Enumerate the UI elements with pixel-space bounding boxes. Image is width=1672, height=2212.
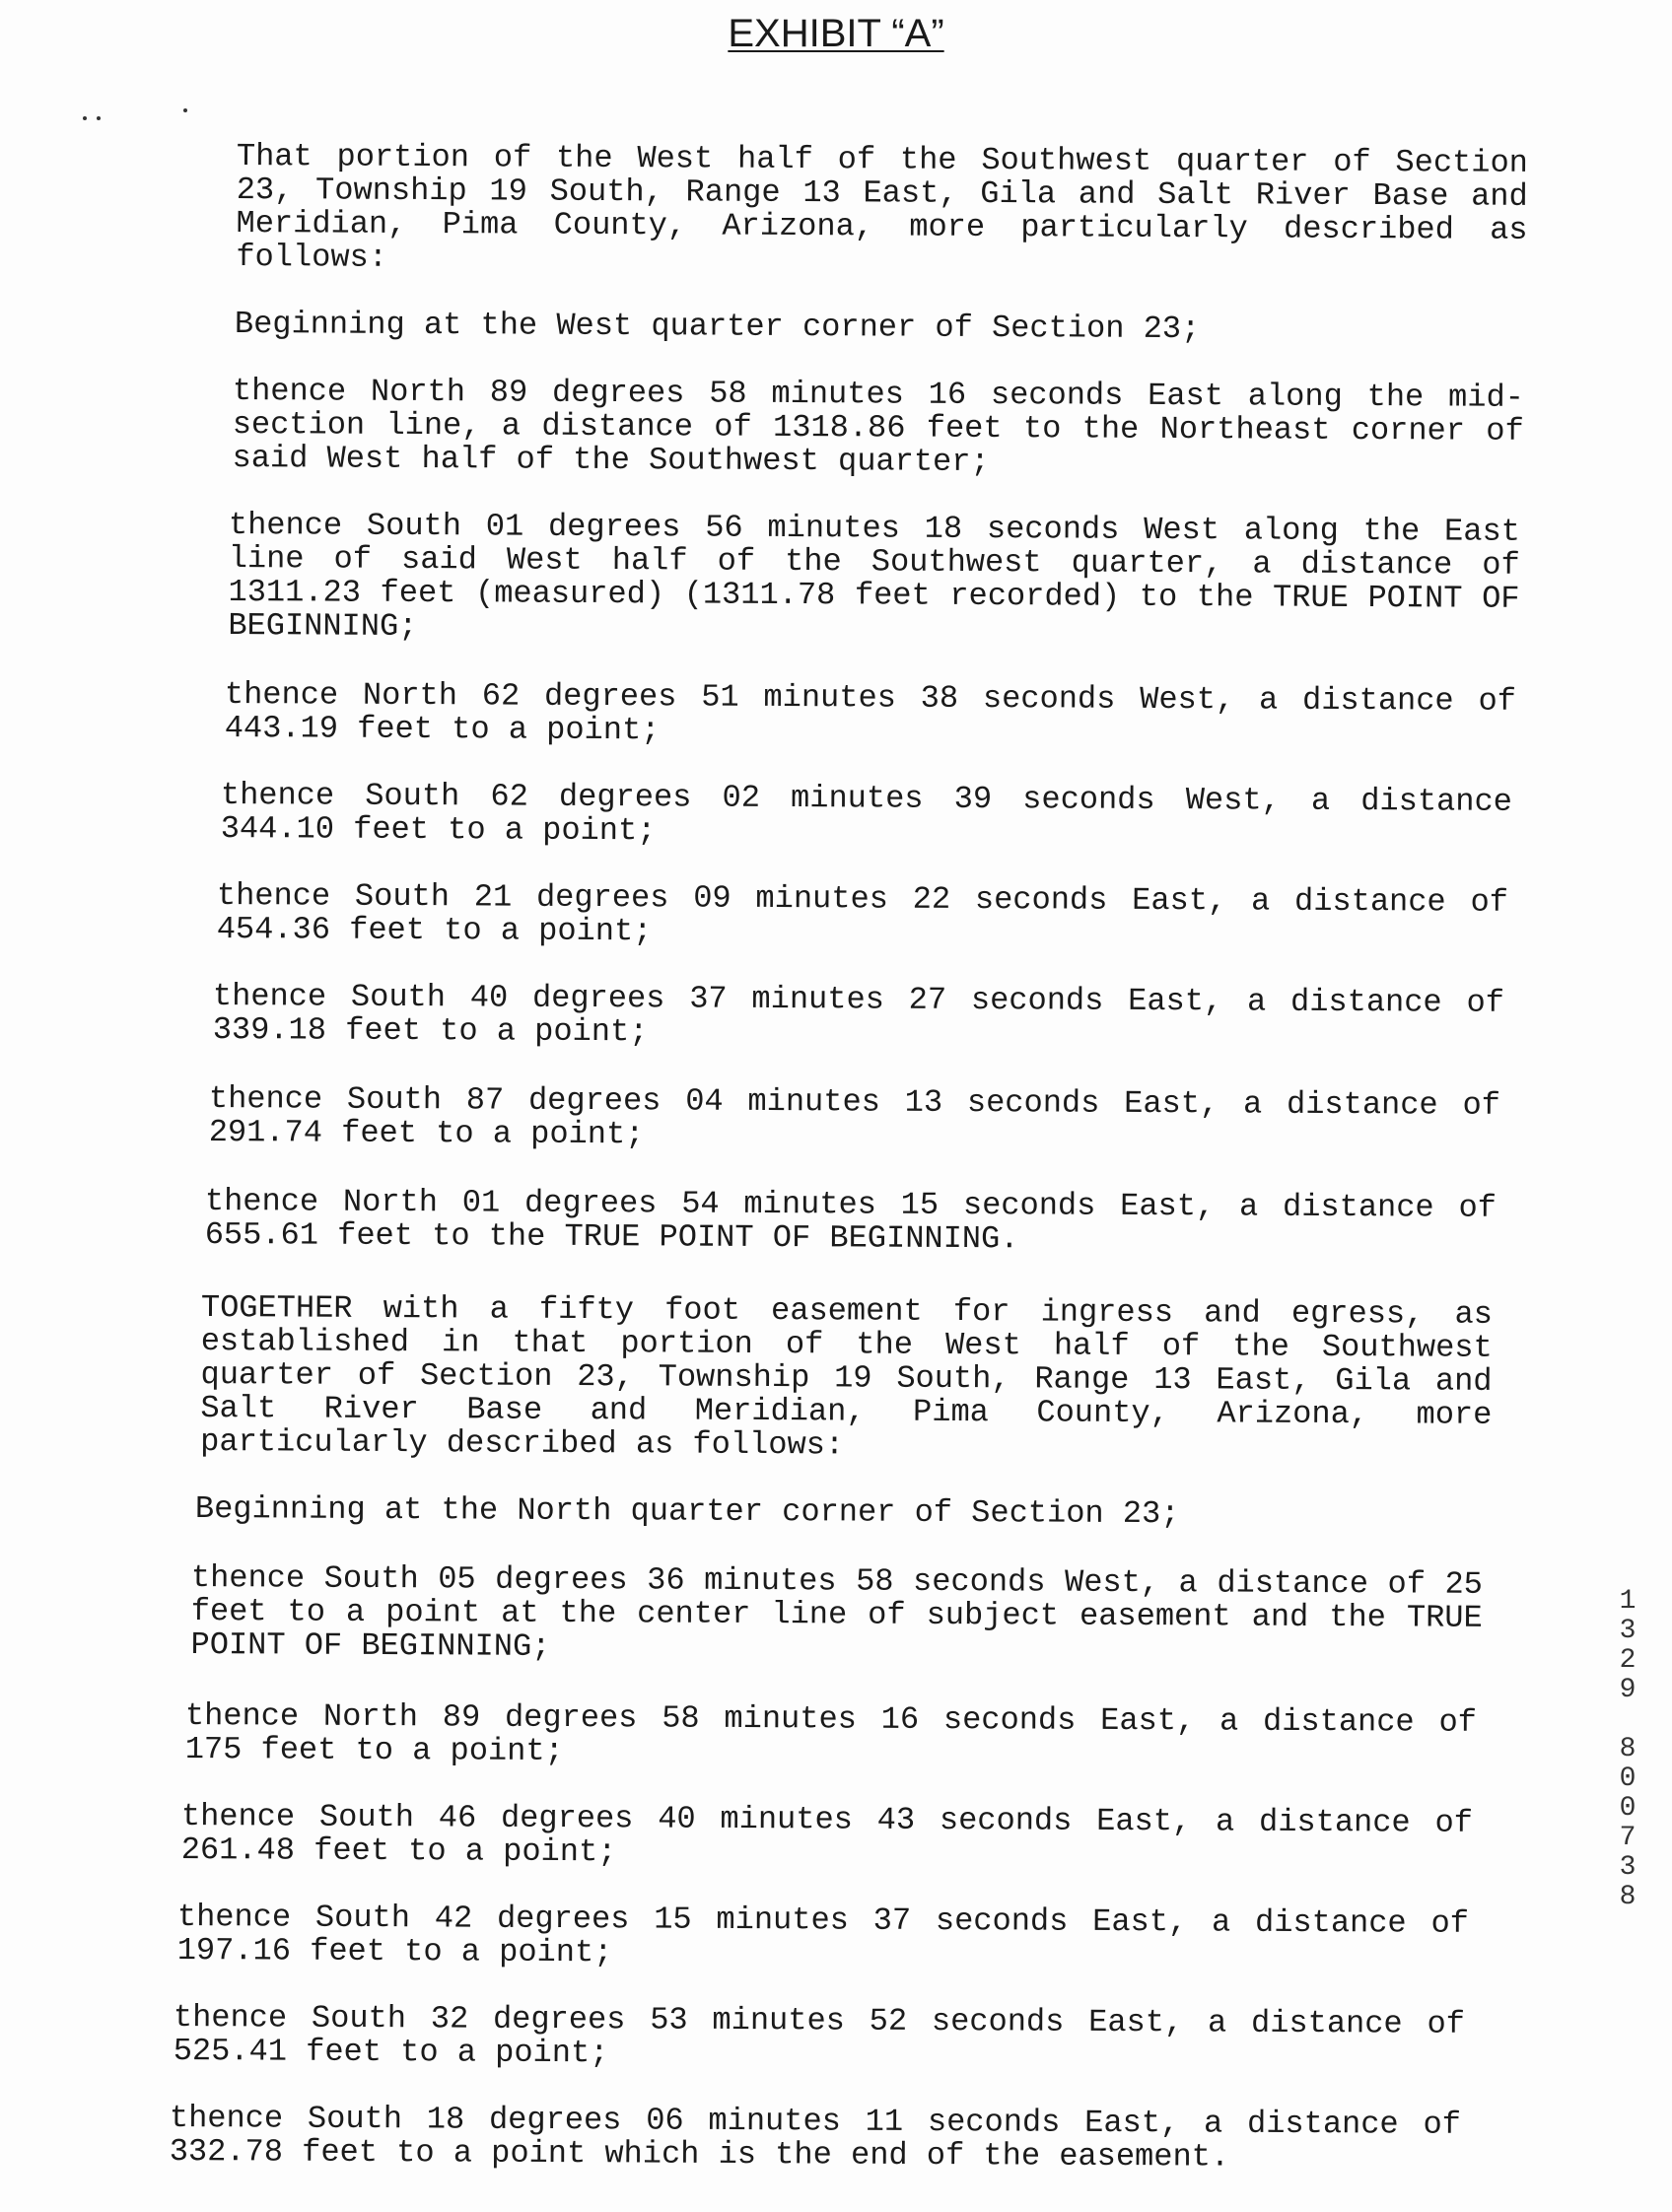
easement-course-6: thence South 18 degrees 06 minutes 11 seconds East, a distance of 332.78 feet to a point which is the end of the easement. [169,2100,1461,2176]
recording-page-stamp [1613,1587,1642,1912]
easement-course-5: thence South 32 degrees 53 minutes 52 seconds East, a distance of 525.41 feet to a point; [173,1999,1465,2072]
course-3: thence North 62 degrees 51 minutes 38 seconds West, a distance of 443.19 feet to a point; [224,676,1516,749]
course-2: thence South 01 degrees 56 minutes 18 seconds West along the East line of said West half of the Southwest quarter, a distance of 1311.23 feet (measured) (1311.78 feet recorded) to the TRUE POINT OF BEGINNING; [228,507,1520,646]
stamp-digit: 7 [1619,1823,1637,1853]
stamp-gap [1613,1705,1642,1735]
stamp-digit: 0 [1619,1763,1637,1794]
easement-beginning-point: Beginning at the North quarter corner of Section 23; [194,1490,1180,1533]
course-4: thence South 62 degrees 02 minutes 39 seconds West, a distance 344.10 feet to a point; [220,777,1512,850]
easement-course-4: thence South 42 degrees 15 minutes 37 seconds East, a distance of 197.16 feet to a point; [176,1899,1469,1971]
course-5: thence South 21 degrees 09 minutes 22 seconds East, a distance of 454.36 feet to a point; [216,877,1508,950]
stamp-digit: 8 [1619,1734,1637,1764]
course-1: thence North 89 degrees 58 minutes 16 seconds East along the mid-section line, a distance of 1318.86 feet to the Northeast corner of said West half of the Southwest quarter; [232,373,1524,481]
easement-course-3: thence South 46 degrees 40 minutes 43 seconds East, a distance of 261.48 feet to a point; [180,1798,1473,1871]
stamp-digit: 1 [1619,1586,1637,1617]
easement-course-1: thence South 05 degrees 36 minutes 58 seconds West, a distance of 25 feet to a point at the center line of subject easement and the TRUE POINT OF BEGINNING; [190,1559,1483,1665]
easement-description-intro: TOGETHER with a fifty foot easement for ingress and egress, as established in that portion of the West half of the Southwest quarter of Section 23, Township 19 South, Range 13 East, Gila and Salt River Base and Meridian, Pima County, Arizona, more particularly described as follows: [200,1289,1493,1464]
exhibit-title: EXHIBIT “A” [728,12,944,55]
scan-speck [97,116,101,120]
scan-speck [183,108,187,112]
stamp-digit: 3 [1619,1852,1637,1883]
stamp-digit: 9 [1619,1675,1637,1705]
stamp-digit: 0 [1619,1793,1637,1824]
easement-course-2: thence North 89 degrees 58 minutes 16 seconds East, a distance of 175 feet to a point; [184,1697,1477,1770]
scan-speck [83,116,87,120]
course-7: thence South 87 degrees 04 minutes 13 seconds East, a distance of 291.74 feet to a point; [208,1080,1500,1153]
beginning-point: Beginning at the West quarter corner of Section 23; [234,306,1201,348]
course-8: thence North 01 degrees 54 minutes 15 seconds East, a distance of 655.61 feet to the TRUE POINT OF BEGINNING. [204,1183,1497,1258]
stamp-digit: 2 [1619,1645,1637,1676]
stamp-digit: 3 [1619,1616,1637,1646]
legal-description-intro: That portion of the West half of the Southwest quarter of Section 23, Township 19 South, Range 13 East, Gila and Salt River Base and Meridian, Pima County, Arizona, more particularly described as follows: [236,138,1528,276]
stamp-digit: 8 [1619,1882,1637,1912]
course-6: thence South 40 degrees 37 minutes 27 seconds East, a distance of 339.18 feet to a point; [212,978,1504,1051]
